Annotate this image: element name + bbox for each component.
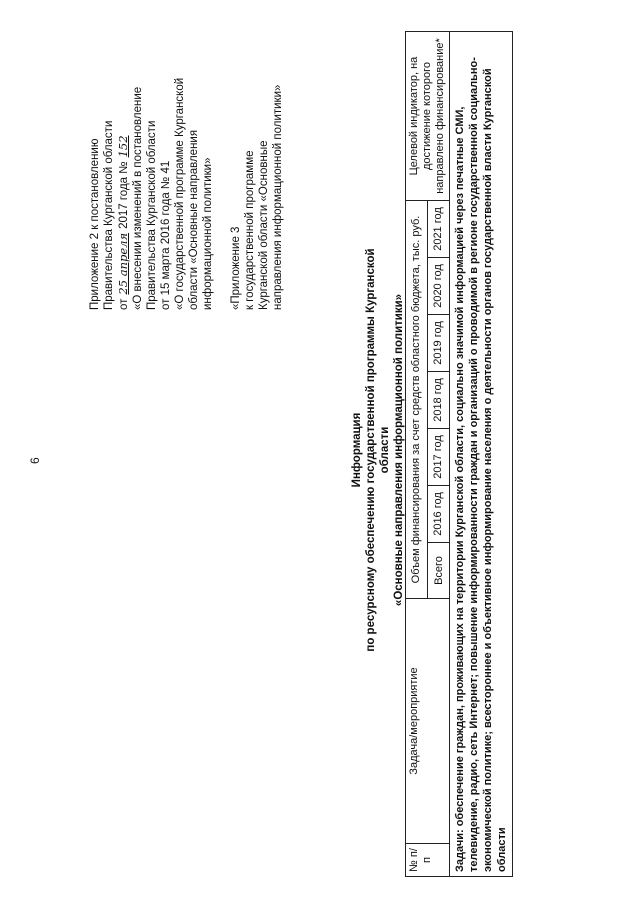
task-description: Задачи: обеспечение граждан, проживающих на территории Курганской области, социально значимой информацией через печатные СМИ, телевидение, радио, сеть Интернет; повышение информированности граждан и организаций о проводимой в регионе государственной социально-экономической политике; всестороннее и объективное информирование населения о деятельности органов государственной власти Курганской области [450,32,513,877]
annex-line: направления информационной политики» [272,84,284,310]
header-total: Всего [428,543,450,599]
annex-line: «Приложение 3 [230,226,242,310]
annex-line: от 15 марта 2016 года № 41 [160,160,172,310]
header-year: 2016 год [428,486,450,543]
header-task: Задача/мероприятие [406,599,450,844]
header-year: 2017 год [428,429,450,486]
annex-date-line [116,10,131,310]
header-num: № п/п [406,844,450,877]
header-year: 2021 год [428,201,450,258]
header-year: 2020 год [428,258,450,315]
annex-line: «О государственной программе Курганской [174,77,186,310]
annex-line: к государственной программе [244,150,256,310]
title-line: Информация [351,412,363,488]
title-line: «Основные направления информационной политики» [393,293,405,607]
annex-line: Правительства Курганской области [146,120,158,310]
title-line: по ресурсному обеспечению государственной программы Курганской области [365,248,391,652]
header-funding: Объем финансирования за счет средств областного бюджета, тыс. руб. [406,201,428,599]
annex-line: области «Основные направления [188,129,200,310]
table-header-row [406,32,428,877]
table-row [450,32,513,877]
annex-line: информационной политики» [202,157,214,310]
annex-line: «О внесении изменений в постановление [132,86,144,310]
document-title [350,225,406,675]
annex-date-mid: 2017 года № [118,161,130,229]
page-number: 6 [28,457,42,464]
annex-line: Курганской области «Основные [258,140,270,310]
annex-header [88,10,285,310]
annex-date-prefix: от [118,298,130,310]
annex-line: Приложение 2 к постановлению [89,138,101,310]
resource-table [405,31,513,877]
header-year: 2019 год [428,315,450,372]
header-indicator: Целевой индикатор, на достижение которого направлено финансирование* [406,32,450,201]
handwritten-number: 152 [116,135,130,158]
annex-line: Правительства Курганской области [103,120,115,310]
header-year: 2018 год [428,372,450,429]
handwritten-date: 25 апреля [116,232,130,295]
